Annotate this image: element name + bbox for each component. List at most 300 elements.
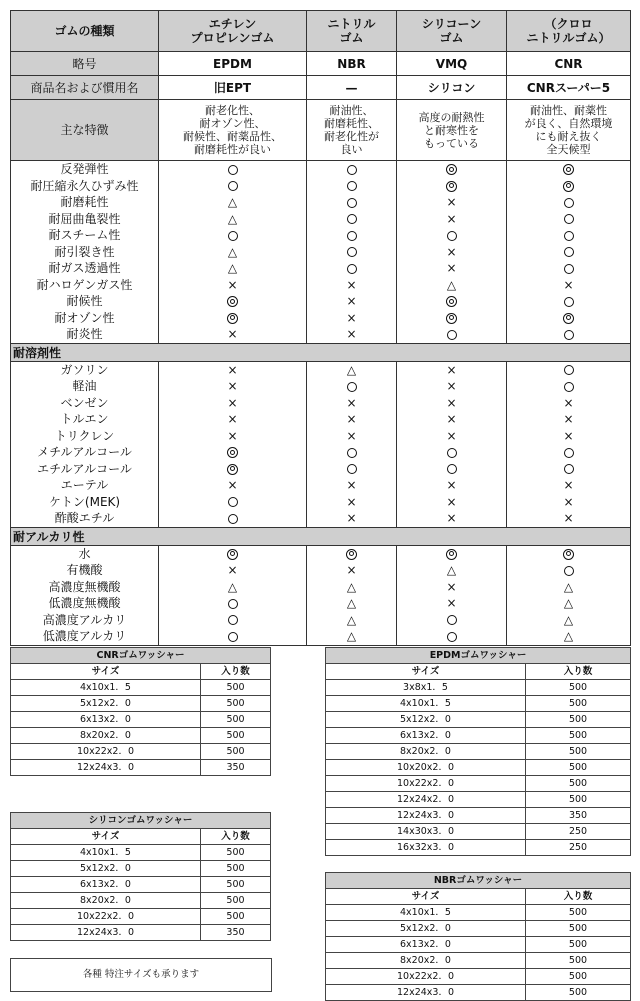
washer-qty: 500 [201,744,271,760]
abbr-cnr: CNR [507,52,631,76]
excellent-mark [227,313,238,324]
washer-qty: 500 [526,792,631,808]
washer-title: シリコンゴムワッシャー [11,813,271,829]
properties-vmq [397,161,507,344]
rating-cell [159,395,306,412]
washer-row [11,712,271,728]
good-mark [564,214,574,224]
rating-cell [159,546,306,563]
rating-cell [507,444,630,461]
solvent-epdm [159,361,307,527]
washer-row [326,921,631,937]
poor-mark: × [346,563,357,577]
washer-qty: 500 [201,712,271,728]
row-label: トリクレン [54,428,115,443]
poor-mark: × [227,277,238,292]
row-label: 耐磨耗性 [60,195,109,209]
washer-size: 5x12x2．0 [326,921,526,937]
row-label: 耐候性 [66,294,103,308]
washer-row [326,712,631,728]
rating-cell [507,461,630,478]
washer-row [11,728,271,744]
rating-cell [159,428,306,445]
row-label: 低濃度アルカリ [42,629,127,643]
rating-cell [397,194,506,211]
row-label: 反発弾性 [60,162,109,176]
poor-mark: × [346,511,357,525]
rating-cell [159,260,306,277]
poor-mark: × [446,412,457,426]
rating-cell [397,546,506,563]
washer-row [326,953,631,969]
poor-mark: × [563,395,574,410]
epdm-washer-table [325,647,631,856]
rating-cell [397,277,506,294]
type-label: ゴムの種類 [11,11,159,52]
excellent-mark [446,296,457,307]
washer-qty: 350 [201,760,271,776]
fair-mark: △ [446,277,457,292]
nbr-washer-table [325,872,631,1001]
excellent-mark [227,447,238,458]
rating-cell [307,461,396,478]
washer-size: 10x22x2．0 [11,909,201,925]
excellent-mark [227,296,238,307]
good-mark [228,497,238,507]
rating-cell [159,628,306,645]
title-row [11,648,271,664]
washer-row [11,909,271,925]
features-cnr: 耐油性、耐薬性 が良く、自然環境 にも耐え抜く 全天候型 [507,100,631,161]
rating-cell [307,178,396,195]
washer-row [326,680,631,696]
poor-mark: × [227,428,238,443]
poor-mark: × [227,563,238,577]
washer-row [11,744,271,760]
rating-cell [507,494,630,511]
rating-cell [159,161,306,178]
washer-row [326,840,631,856]
rating-cell [159,378,306,395]
good-mark [447,632,457,642]
rating-cell [507,546,630,563]
rating-cell [507,178,630,195]
excellent-mark [563,164,574,175]
rating-cell [307,293,396,310]
rubber-properties-table [10,10,631,646]
trade-vmq: シリコン [397,76,507,100]
rating-cell [397,562,506,579]
poor-mark: × [446,494,457,509]
washer-qty: 500 [526,680,631,696]
row-label: 水 [78,546,91,561]
rating-cell [307,326,396,343]
row-label: 耐引裂き性 [54,244,115,259]
good-mark [228,165,238,175]
properties-epdm [159,161,307,344]
rating-cell [397,612,506,629]
good-mark [228,599,238,609]
poor-mark: × [346,277,357,292]
washer-qty: 500 [201,861,271,877]
rating-cell [159,579,306,596]
washer-size: 6x13x2．0 [11,712,201,728]
washer-qty: 500 [201,845,271,861]
washer-qty: 250 [526,824,631,840]
rating-cell [159,310,306,327]
excellent-mark [446,181,457,192]
abbr-nbr: NBR [307,52,397,76]
fair-mark: △ [346,596,357,610]
custom-size-note: 各種 特注サイズも承ります [10,958,272,992]
rating-cell [307,194,396,211]
solvent-title-row [11,343,631,361]
good-mark [347,264,357,274]
rating-cell [307,244,396,261]
excellent-mark [227,549,238,560]
rating-cell [397,244,506,261]
good-mark [564,264,574,274]
washer-size: 8x20x2．0 [11,728,201,744]
features-label: 主な特徴 [11,100,159,161]
good-mark [564,448,574,458]
row-label: 低濃度無機酸 [48,596,121,610]
washer-row [11,877,271,893]
washer-qty: 500 [201,893,271,909]
rating-cell [507,161,630,178]
title-row [326,873,631,889]
washer-size: 10x22x2．0 [326,776,526,792]
trade-name-row [11,76,631,100]
good-mark [347,464,357,474]
poor-mark: × [563,511,574,525]
good-mark [228,632,238,642]
good-mark [447,448,457,458]
fair-mark: △ [563,612,574,627]
washer-qty: 500 [201,680,271,696]
washer-size: 16x32x3．0 [326,840,526,856]
poor-mark: × [446,379,457,393]
rating-cell [507,293,630,310]
row-label: 耐炎性 [66,327,103,341]
rating-cell [507,378,630,395]
rating-cell [307,628,396,645]
rating-cell [307,546,396,563]
size-header: サイズ [11,829,201,845]
washer-size: 5x12x2．0 [326,712,526,728]
good-mark [228,514,238,524]
washer-row [11,925,271,941]
fair-mark: △ [227,211,238,226]
washer-size: 4x10x1．5 [11,680,201,696]
trade-nbr: — [307,76,397,100]
good-mark [347,231,357,241]
rating-cell [507,477,630,494]
rating-cell [307,510,396,527]
good-mark [564,382,574,392]
rating-cell [307,477,396,494]
fair-mark: △ [563,629,574,643]
washer-row [11,696,271,712]
fair-mark: △ [563,579,574,594]
washer-size: 5x12x2．0 [11,861,201,877]
size-header: サイズ [326,889,526,905]
row-label: 酢酸エチル [54,511,115,525]
washer-size: 12x24x3．0 [11,760,201,776]
good-mark [347,181,357,191]
rating-cell [159,211,306,228]
washer-row [326,728,631,744]
rating-cell [507,194,630,211]
good-mark [347,198,357,208]
solvent-labels [11,361,159,527]
fair-mark: △ [346,612,357,627]
good-mark [347,448,357,458]
solvent-cnr [507,361,631,527]
washer-qty: 500 [526,760,631,776]
poor-mark: × [446,362,457,377]
acid-vmq [397,545,507,645]
poor-mark: × [563,494,574,509]
rating-cell [159,510,306,527]
rating-cell [507,411,630,428]
rating-cell [159,595,306,612]
excellent-mark [446,549,457,560]
solvent-title: 耐溶剤性 [11,343,631,361]
rating-cell [159,477,306,494]
poor-mark: × [346,294,357,308]
rating-cell [397,494,506,511]
acid-cnr [507,545,631,645]
col-cnr-name: （クロロ ニトリルゴム） [507,11,631,52]
title-row [11,813,271,829]
good-mark [564,231,574,241]
acid-labels [11,545,159,645]
rating-cell [307,428,396,445]
fair-mark: △ [227,195,238,209]
fair-mark: △ [346,362,357,377]
col-epdm-name: エチレン プロピレンゴム [159,11,307,52]
rating-cell [307,362,396,379]
washer-row [11,861,271,877]
washer-size: 6x13x2．0 [326,937,526,953]
poor-mark: × [563,428,574,443]
poor-mark: × [446,478,457,492]
rating-cell [307,562,396,579]
poor-mark: × [446,195,457,209]
rating-cell [507,628,630,645]
row-label: 耐オゾン性 [54,310,115,325]
acid-group [11,545,631,645]
rating-cell [159,362,306,379]
washer-size: 6x13x2．0 [11,877,201,893]
rating-cell [397,395,506,412]
rating-cell [307,595,396,612]
good-mark [564,297,574,307]
rating-cell [397,326,506,343]
rating-cell [507,260,630,277]
row-label: 耐屈曲亀裂性 [48,211,121,226]
size-header: サイズ [11,664,201,680]
good-mark [564,566,574,576]
row-label: 高濃度アルカリ [42,612,127,627]
washer-qty: 500 [201,877,271,893]
abbr-epdm: EPDM [159,52,307,76]
washer-qty: 500 [526,728,631,744]
washer-qty: 250 [526,840,631,856]
washer-size: 8x20x2．0 [326,953,526,969]
row-label: 耐ハロゲンガス性 [36,277,133,292]
excellent-mark [227,464,238,475]
fair-mark: △ [446,563,457,577]
washer-row [326,905,631,921]
washer-row [326,969,631,985]
row-label: 耐圧縮永久ひずみ性 [30,178,139,193]
washer-size: 6x13x2．0 [326,728,526,744]
washer-size: 8x20x2．0 [11,893,201,909]
rating-cell [397,595,506,612]
trade-epdm: 旧EPT [159,76,307,100]
poor-mark: × [346,310,357,325]
rating-cell [307,395,396,412]
good-mark [564,464,574,474]
rating-cell [307,444,396,461]
washer-qty: 500 [526,921,631,937]
washer-qty: 500 [201,728,271,744]
washer-size: 10x22x2．0 [326,969,526,985]
properties-cnr [507,161,631,344]
features-row [11,100,631,161]
features-epdm: 耐老化性、 耐オゾン性、 耐候性、耐薬品性、 耐磨耗性が良い [159,100,307,161]
title-row [326,648,631,664]
qty-header: 入り数 [526,664,631,680]
rating-cell [507,227,630,244]
poor-mark: × [446,511,457,525]
washer-size: 12x24x3．0 [326,808,526,824]
poor-mark: × [346,428,357,443]
acid-nbr [307,545,397,645]
good-mark [228,615,238,625]
rating-cell [159,612,306,629]
rating-cell [397,378,506,395]
poor-mark: × [346,395,357,410]
rating-cell [397,293,506,310]
rating-cell [507,310,630,327]
rating-cell [307,378,396,395]
washer-qty: 350 [526,808,631,824]
washer-qty: 500 [526,985,631,1001]
washer-size: 8x20x2．0 [326,744,526,760]
rating-cell [507,244,630,261]
trade-label: 商品名および慣用名 [11,76,159,100]
good-mark [564,247,574,257]
qty-header: 入り数 [201,829,271,845]
good-mark [447,615,457,625]
poor-mark: × [446,211,457,226]
washer-size: 12x24x3．0 [11,925,201,941]
rating-cell [307,494,396,511]
row-label: 高濃度無機酸 [48,579,121,594]
poor-mark: × [563,277,574,292]
fair-mark: △ [227,579,238,594]
rating-cell [397,178,506,195]
washer-row [326,985,631,1001]
rating-cell [307,161,396,178]
row-label: 軽油 [72,379,97,393]
row-label: トルエン [60,412,109,426]
good-mark [228,181,238,191]
washer-qty: 500 [526,744,631,760]
washer-qty: 500 [526,696,631,712]
washer-row [326,776,631,792]
acid-title-row [11,527,631,545]
fair-mark: △ [346,579,357,594]
washer-title: EPDMゴムワッシャー [326,648,631,664]
abbr-label: 略号 [11,52,159,76]
good-mark [447,231,457,241]
poor-mark: × [346,327,357,341]
col-vmq-name: シリコーン ゴム [397,11,507,52]
good-mark [564,330,574,340]
good-mark [347,382,357,392]
rating-cell [507,211,630,228]
washer-row [326,824,631,840]
washer-qty: 500 [201,909,271,925]
washer-size: 4x10x1．5 [326,905,526,921]
washer-size: 5x12x2．0 [11,696,201,712]
washer-row [326,937,631,953]
properties-nbr [307,161,397,344]
excellent-mark [563,549,574,560]
washer-row [11,845,271,861]
rating-cell [507,428,630,445]
rating-cell [507,562,630,579]
rating-cell [159,178,306,195]
rating-cell [397,411,506,428]
good-mark [347,214,357,224]
poor-mark: × [446,244,457,259]
rating-cell [159,444,306,461]
poor-mark: × [227,327,238,341]
washer-size: 12x24x3．0 [326,985,526,1001]
washer-size: 4x10x1．5 [326,696,526,712]
rating-cell [307,227,396,244]
washer-row [326,696,631,712]
poor-mark: × [346,478,357,492]
features-nbr: 耐油性、 耐磨耗性、 耐老化性が 良い [307,100,397,161]
rating-cell [307,310,396,327]
rating-cell [159,227,306,244]
washer-size: 10x20x2．0 [326,760,526,776]
header-row [11,11,631,52]
acid-title: 耐アルカリ性 [11,527,631,545]
solvent-vmq [397,361,507,527]
row-label: メチルアルコール [37,445,132,459]
rating-cell [307,612,396,629]
rating-cell [507,579,630,596]
excellent-mark [446,313,457,324]
rating-cell [507,277,630,294]
good-mark [347,247,357,257]
washer-qty: 350 [201,925,271,941]
rating-cell [397,477,506,494]
rating-cell [507,510,630,527]
rating-cell [397,461,506,478]
rating-cell [159,293,306,310]
rating-cell [397,428,506,445]
properties-group [11,161,631,344]
trade-cnr: CNRスーパー5 [507,76,631,100]
